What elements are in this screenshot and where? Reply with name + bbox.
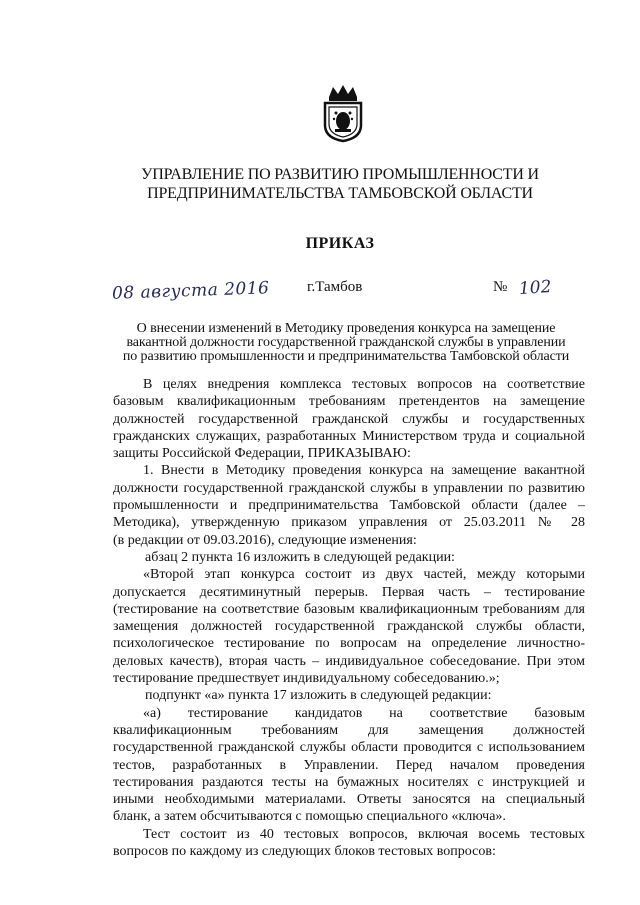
- agency-name-line-2: ПРЕДПРИНИМАТЕЛЬСТВА ТАМБОВСКОЙ ОБЛАСТИ: [147, 185, 533, 202]
- body-line: базовым квалификационным требованиям претендентов на замещение: [113, 394, 585, 410]
- body-line: абзац 2 пункта 16 изложить в следующей редакции:: [145, 549, 455, 565]
- order-body: [113, 376, 585, 860]
- body-line: вопросов по каждому из следующих блоков тестовых вопросов:: [113, 844, 496, 860]
- body-line: замещения должностей государственной гражданской службы области,: [113, 619, 585, 635]
- body-line: бланк, а затем обсчитываются с помощью специального «ключа».: [113, 809, 506, 825]
- body-line: Методика), утвержденную приказом управления от 25.03.2011 № 28: [113, 515, 585, 531]
- body-line: «Второй этап конкурса состоит из двух частей, между которыми: [143, 567, 585, 583]
- order-subject: [106, 322, 586, 364]
- body-line: «а) тестирование кандидатов на соответствие базовым: [143, 705, 585, 721]
- body-line: иными необходимыми материалами. Ответы заносятся на специальный: [113, 792, 585, 808]
- tambov-coat-of-arms-icon: [321, 83, 365, 143]
- subject-line: О внесении изменений в Методику проведения конкурса на замещение: [136, 321, 556, 336]
- body-line: гражданских служащих, разработанных Министерством труда и социальной: [113, 428, 585, 444]
- body-line: квалификационным требованиям для замещения должностей: [113, 722, 585, 738]
- subject-line: по развитию промышленности и предпринимательства Тамбовской области: [122, 349, 570, 364]
- agency-name-line-1: УПРАВЛЕНИЕ ПО РАЗВИТИЮ ПРОМЫШЛЕННОСТИ И: [141, 166, 539, 183]
- city: г.Тамбов: [307, 279, 363, 295]
- agency-name: [100, 165, 580, 203]
- subject-line: вакантной должности государственной гражданской службы в управлении: [126, 335, 566, 350]
- body-line: психологическое тестирование по вопросам на определение личностно-: [113, 636, 585, 652]
- body-line: 1. Внести в Методику проведения конкурса на замещение вакантной: [143, 463, 585, 479]
- body-line: (в редакции от 09.03.2016), следующие изменения:: [113, 532, 417, 548]
- handwritten-date: 08 августа 2016: [111, 278, 270, 304]
- body-line: государственной гражданской службы области проводится с использованием: [113, 740, 585, 756]
- body-line: защиты Российской Федерации, ПРИКАЗЫВАЮ:: [113, 446, 411, 462]
- body-line: тестирование предшествует индивидуальному собеседованию.»;: [113, 671, 500, 687]
- body-line: должностей государственной гражданской службы и государственных: [113, 411, 585, 427]
- body-line: тестов, разработанных в Управлении. Перед началом проведения: [113, 757, 585, 773]
- body-line: промышленности и предпринимательства Тамбовской области (далее –: [113, 498, 585, 514]
- body-line: допускается десятиминутный перерыв. Первая часть – тестирование: [113, 584, 585, 600]
- body-line: подпункт «а» пункта 17 изложить в следующей редакции:: [145, 688, 492, 704]
- number-label: №: [493, 279, 508, 295]
- body-line: (тестирование на соответствие базовым квалификационным требованиям для: [113, 601, 585, 617]
- handwritten-number: 102: [518, 276, 553, 300]
- body-line: Тест состоит из 40 тестовых вопросов, включая восемь тестовых: [143, 826, 585, 842]
- body-line: деловых качеств), вторая часть – индивидуальное собеседование. При этом: [113, 653, 585, 669]
- body-line: тестирования раздаются тесты на бумажных носителях с инструкцией и: [113, 774, 585, 790]
- body-line: должности государственной гражданской службы в управлении по развитию: [113, 480, 585, 496]
- body-line: В целях внедрения комплекса тестовых вопросов на соответствие: [143, 377, 585, 392]
- document-type-title: ПРИКАЗ: [305, 235, 375, 252]
